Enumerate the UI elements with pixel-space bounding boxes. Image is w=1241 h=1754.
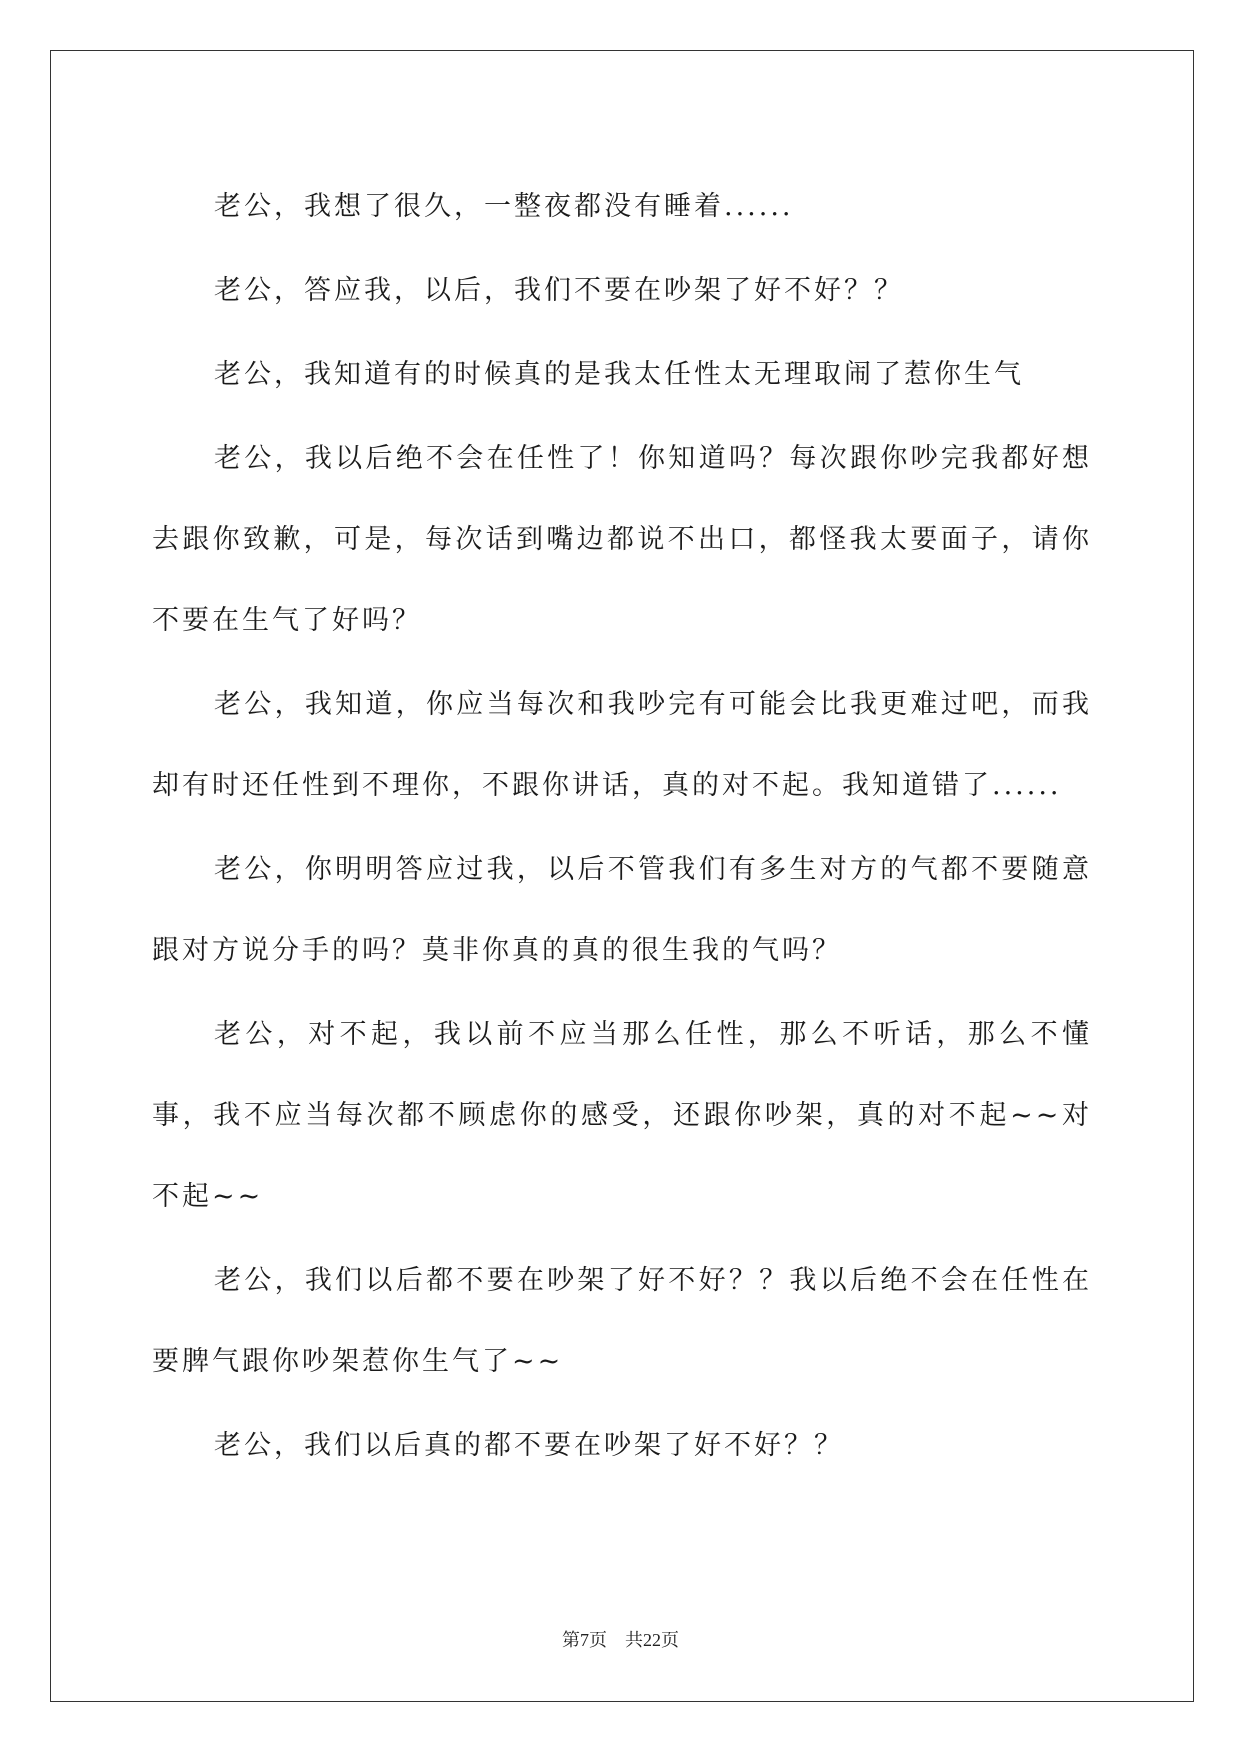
paragraph: 老公，我们以后都不要在吵架了好不好？？我以后绝不会在任性在要脾气跟你吵架惹你生气了~~: [152, 1265, 1092, 1377]
paragraph: 老公，我知道有的时候真的是我太任性太无理取闹了惹你生气: [214, 359, 1024, 390]
paragraph: 老公，你明明答应过我，以后不管我们有多生对方的气都不要随意跟对方说分手的吗？莫非你真的真的很生我的气吗？: [152, 854, 1092, 966]
paragraph: 老公，答应我，以后，我们不要在吵架了好不好？？: [214, 275, 904, 306]
paragraph: 老公，我们以后真的都不要在吵架了好不好？？: [214, 1430, 844, 1461]
paragraph: 老公，我想了很久，一整夜都没有睡着......: [214, 191, 794, 222]
page-number-footer: 第7页 共22页: [562, 1630, 679, 1650]
paragraph: 老公，对不起，我以前不应当那么任性，那么不听话，那么不懂事，我不应当每次都不顾虑你的感受，还跟你吵架，真的对不起~~对不起~~: [152, 1019, 1092, 1212]
paragraph: 老公，我以后绝不会在任性了！你知道吗？每次跟你吵完我都好想去跟你致歉，可是，每次话到嘴边都说不出口，都怪我太要面子，请你不要在生气了好吗？: [152, 443, 1092, 636]
paragraph: 老公，我知道，你应当每次和我吵完有可能会比我更难过吧，而我却有时还任性到不理你，不跟你讲话，真的对不起。我知道错了......: [152, 689, 1092, 801]
document-body: [152, 166, 1092, 1489]
